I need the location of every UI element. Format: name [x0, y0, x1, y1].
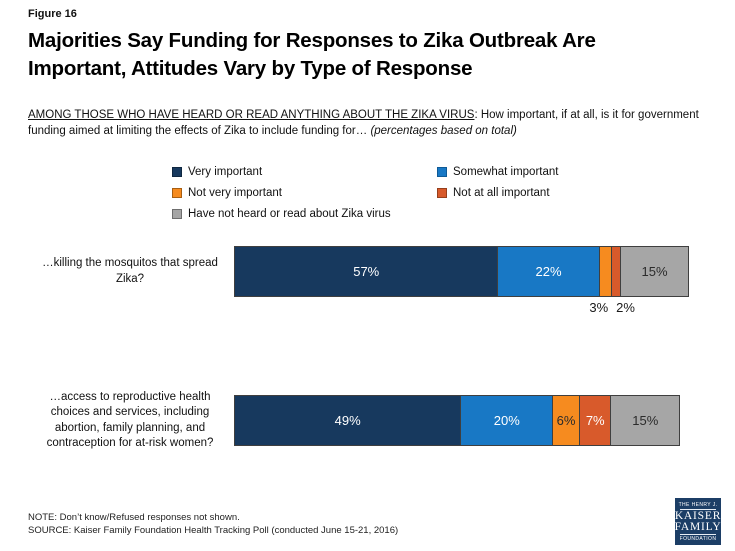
legend-item-not-at-all-important — [437, 187, 558, 199]
legend-label: Very important — [188, 166, 263, 178]
segment-value-label: 3% — [589, 300, 609, 315]
chart-subtitle — [28, 107, 725, 139]
subtitle-underlined: AMONG THOSE WHO HAVE HEARD OR READ ANYTHING ABOUT THE ZIKA VIRUS — [28, 109, 475, 121]
subtitle-parenthetical: (percentages based on total) — [370, 125, 517, 137]
legend-item-not-very-important — [172, 187, 437, 199]
bar-segment — [497, 246, 599, 297]
logo-line-kaiser: KAISER — [674, 509, 722, 522]
bar-segment — [610, 395, 680, 446]
legend-swatch — [437, 188, 447, 198]
segment-value-label: 7% — [585, 413, 605, 428]
logo-divider — [680, 534, 716, 535]
bar-segment — [460, 395, 553, 446]
legend-item-somewhat-important — [437, 166, 558, 178]
bar-segment — [599, 246, 613, 297]
below-bar-labels — [589, 300, 635, 315]
legend-label: Somewhat important — [453, 166, 559, 178]
segment-value-label: 15% — [641, 264, 668, 279]
category-label: …access to reproductive health choices and services, including abortion, family planning, and contraception for at-risk women? — [46, 390, 214, 449]
segment-value-label: 2% — [616, 300, 635, 315]
segment-value-label: 6% — [556, 413, 576, 428]
chart-title-line1: Majorities Say Funding for Responses to Zika Outbreak Are — [28, 29, 596, 52]
bar-segment — [234, 246, 498, 297]
chart-title-line2: Important, Attitudes Vary by Type of Response — [28, 57, 473, 80]
legend-label: Not very important — [188, 187, 282, 199]
figure-label: Figure 16 — [28, 8, 77, 20]
logo-line-foundation: FOUNDATION — [679, 535, 717, 542]
logo-line-family: FAMILY — [674, 520, 722, 533]
chart-title — [28, 27, 728, 83]
bar-segment — [234, 395, 461, 446]
note-text: NOTE: Don’t know/Refused responses not shown. — [28, 512, 240, 523]
subtitle-question: : How important, if at all, is it for government funding aimed at limiting the effects of Zika to include funding for… — [28, 109, 699, 137]
segment-value-label: 49% — [334, 413, 361, 428]
segment-value-label: 57% — [353, 264, 380, 279]
segment-value-label: 15% — [632, 413, 659, 428]
stacked-bar — [234, 395, 698, 446]
segment-value-label: 22% — [535, 264, 562, 279]
legend-label: Not at all important — [453, 187, 550, 199]
bar-segment — [579, 395, 611, 446]
chart-row-reproductive-health — [30, 390, 698, 449]
footer-notes — [28, 511, 398, 537]
bar-segment — [552, 395, 580, 446]
stacked-bar — [234, 246, 698, 315]
chart-legend — [172, 166, 558, 220]
chart-row-mosquitos — [30, 246, 698, 315]
segment-value-label: 20% — [493, 413, 520, 428]
legend-label: Have not heard or read about Zika virus — [188, 208, 391, 220]
source-text: SOURCE: Kaiser Family Foundation Health Tracking Poll (conducted June 15-21, 2016) — [28, 525, 399, 536]
kff-foundation-logo — [675, 498, 721, 545]
logo-line-henry: THE HENRY J. — [678, 501, 718, 508]
legend-item-have-not-heard — [172, 208, 437, 220]
category-label: …killing the mosquitos that spread Zika? — [42, 257, 218, 285]
legend-swatch — [172, 167, 182, 177]
legend-swatch — [172, 209, 182, 219]
legend-swatch — [172, 188, 182, 198]
legend-swatch — [437, 167, 447, 177]
bar-segment — [620, 246, 690, 297]
legend-item-very-important — [172, 166, 437, 178]
